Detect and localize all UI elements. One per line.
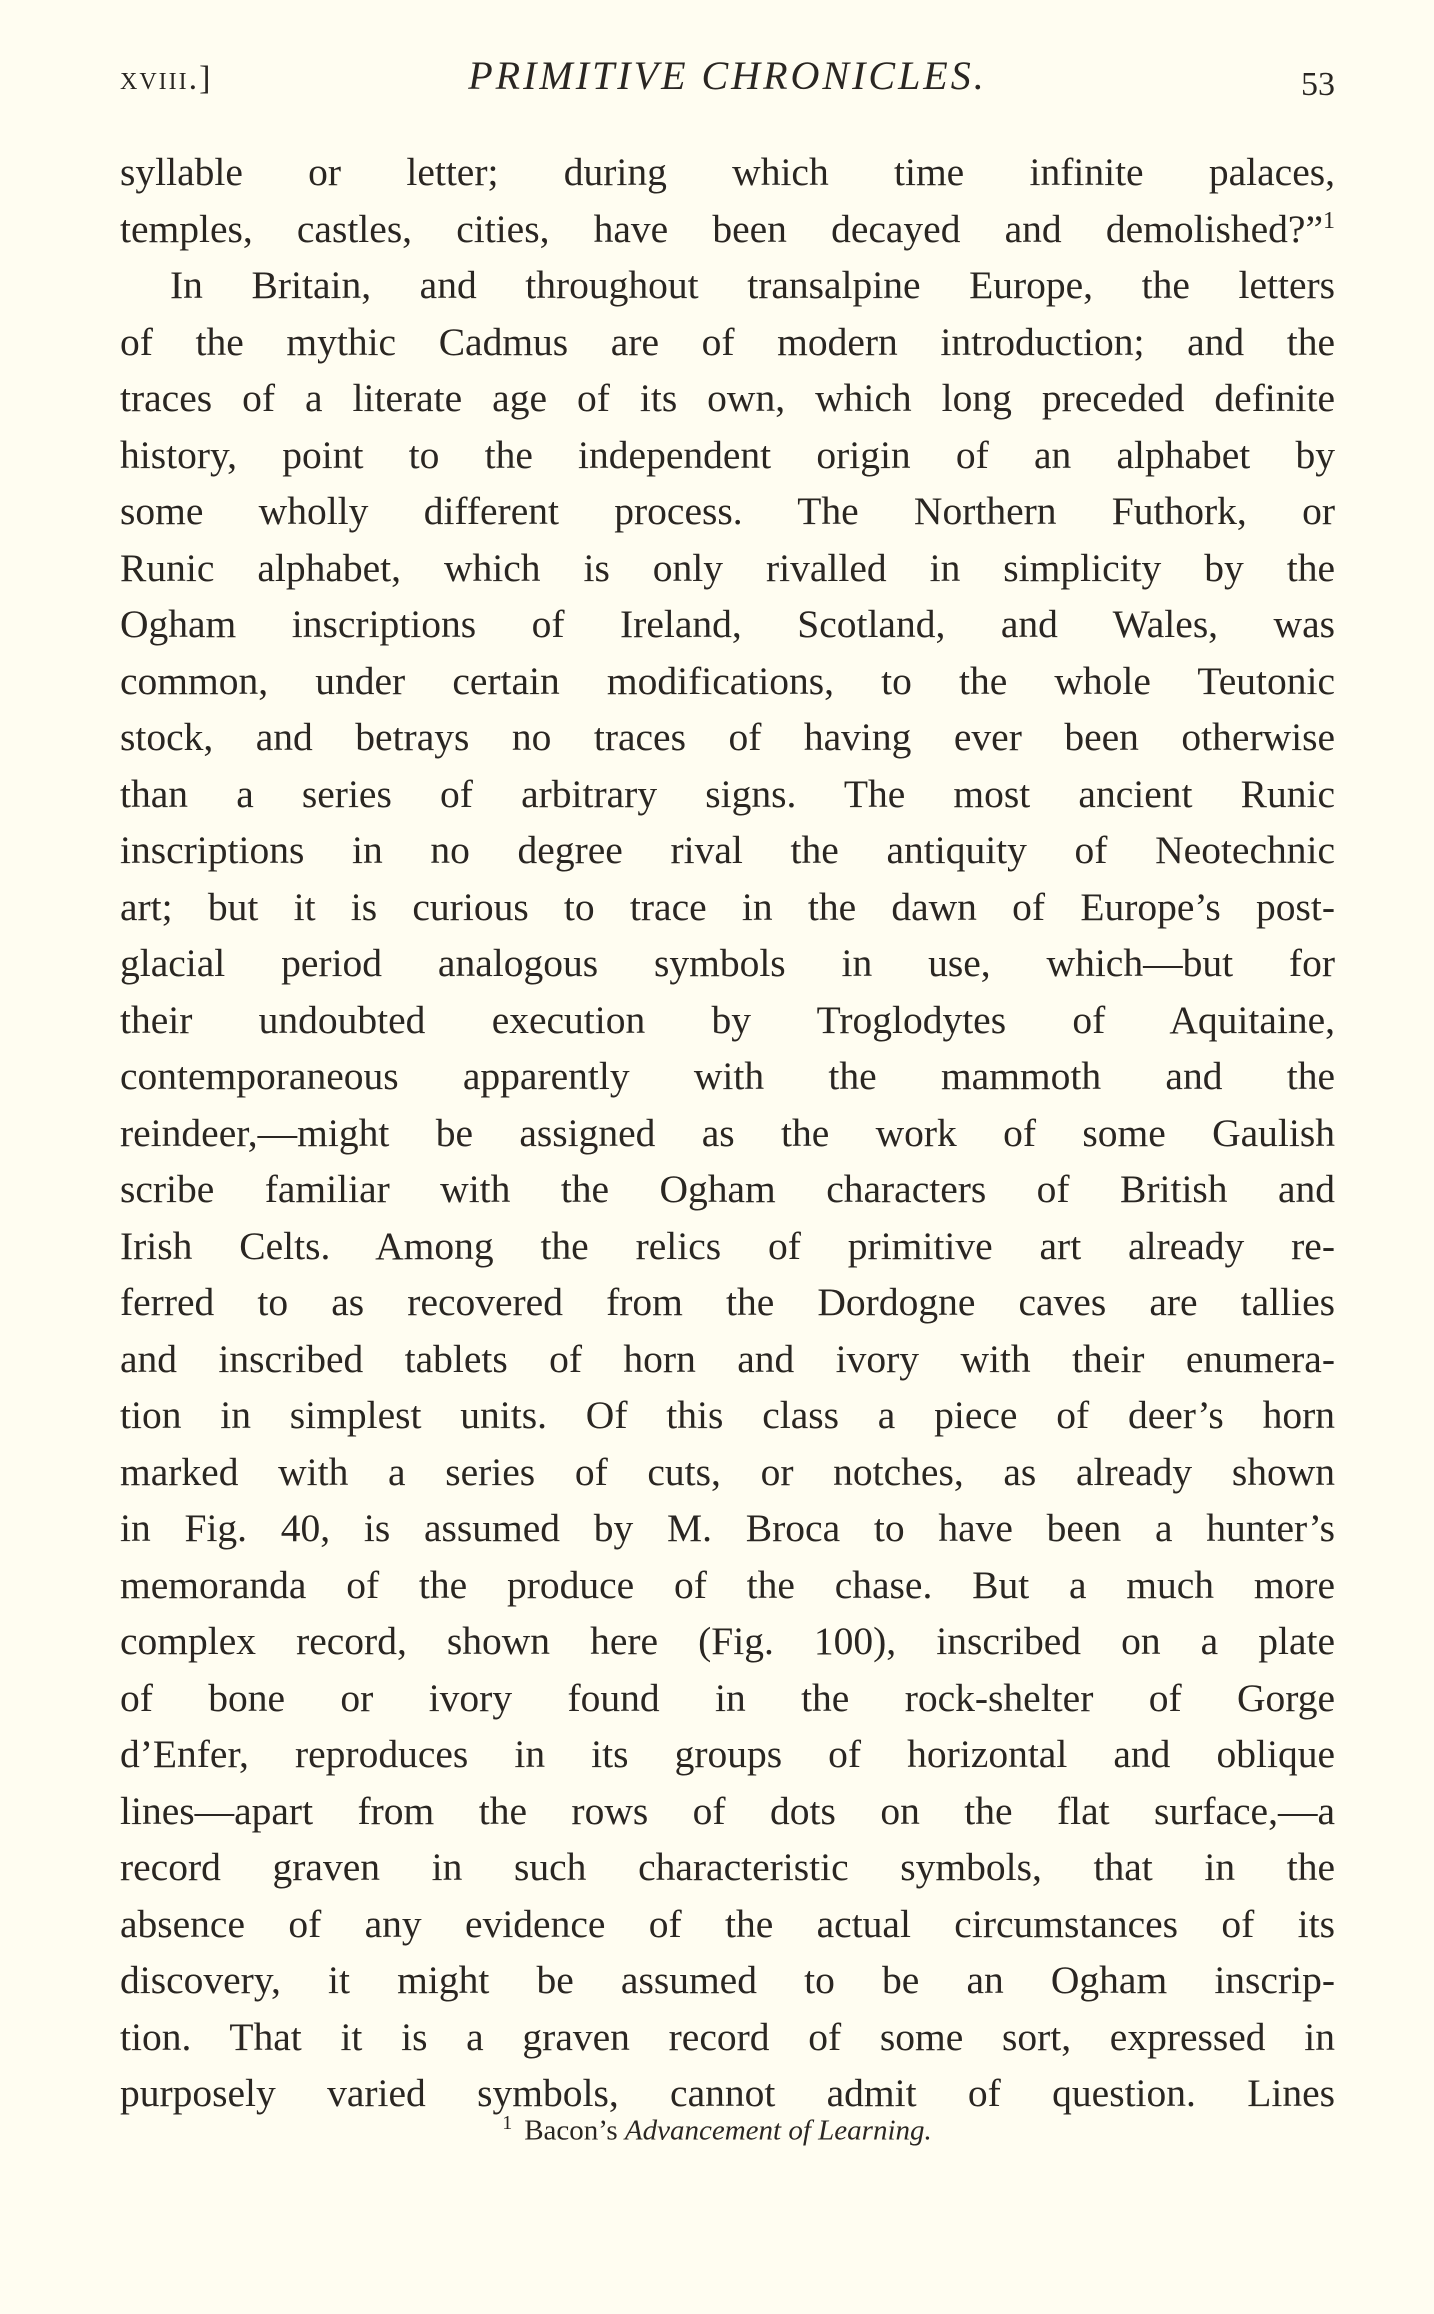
text-line: reindeer,—might be assigned as the work of some Gaulish	[120, 1110, 1335, 1155]
text-line: complex record, shown here (Fig. 100), inscribed on a plate	[120, 1619, 1335, 1663]
text-line: marked with a series of cuts, or notches, as already shown	[120, 1449, 1335, 1494]
text-line: ferred to as recovered from the Dordogne caves are tallies	[120, 1280, 1335, 1324]
text-line: Irish Celts. Among the relics of primitive art already re-	[120, 1223, 1335, 1268]
body-text	[120, 144, 1335, 2122]
running-title: PRIMITIVE CHRONICLES.	[468, 53, 987, 98]
text-line: inscriptions in no degree rival the antiquity of Neotechnic	[120, 828, 1335, 872]
text-line: record graven in such characteristic symbols, that in the	[120, 1845, 1335, 1889]
footnote-title: Advancement of Learning.	[624, 2114, 932, 2147]
text-line: of bone or ivory found in the rock-shelter of Gorge	[120, 1675, 1335, 1720]
footnote-author: Bacon’s	[524, 2114, 618, 2147]
page-number: 53	[1301, 66, 1335, 103]
text-line: in Fig. 40, is assumed by M. Broca to have been a hunter’s	[120, 1506, 1335, 1550]
text-line: discovery, it might be assumed to be an Ogham inscrip-	[120, 1958, 1335, 2002]
text-line: tion. That it is a graven record of some sort, expressed in	[120, 2014, 1335, 2059]
text-line: art; but it is curious to trace in the dawn of Europe’s post-	[120, 884, 1335, 929]
chapter-number: xviii.]	[120, 60, 213, 97]
text-line: than a series of arbitrary signs. The most ancient Runic	[120, 771, 1335, 816]
text-line: purposely varied symbols, cannot admit of question. Lines	[120, 2071, 1335, 2115]
text-line-content: temples, castles, cities, have been decayed and demolished?”	[120, 206, 1323, 251]
text-line: tion in simplest units. Of this class a piece of deer’s horn	[120, 1393, 1335, 1437]
text-line: memoranda of the produce of the chase. But a much more	[120, 1562, 1335, 1607]
text-line-with-footnote	[120, 201, 1335, 258]
text-line: traces of a literate age of its own, which long preceded definite	[120, 376, 1335, 420]
text-line: history, point to the independent origin of an alphabet by	[120, 432, 1335, 477]
text-line: syllable or letter; during which time infinite palaces,	[120, 150, 1335, 194]
footnote-marker: 1	[1323, 207, 1335, 234]
footnote-number: 1	[502, 2112, 513, 2134]
footnote	[0, 2112, 1434, 2148]
text-line: glacial period analogous symbols in use, which—but for	[120, 941, 1335, 985]
running-header	[120, 52, 1335, 112]
text-line: some wholly different process. The Northern Futhork, or	[120, 489, 1335, 533]
paragraph-start-line: In Britain, and throughout transalpine Europe, the letters	[170, 263, 1335, 307]
text-line: scribe familiar with the Ogham characters of British and	[120, 1167, 1335, 1211]
text-line: absence of any evidence of the actual circumstances of its	[120, 1901, 1335, 1946]
text-line: lines—apart from the rows of dots on the flat surface,—a	[120, 1788, 1335, 1833]
text-line: contemporaneous apparently with the mammoth and the	[120, 1054, 1335, 1098]
text-line: their undoubted execution by Troglodytes of Aquitaine,	[120, 997, 1335, 1042]
text-line: and inscribed tablets of horn and ivory with their enumera-	[120, 1336, 1335, 1381]
text-line: common, under certain modifications, to the whole Teutonic	[120, 658, 1335, 703]
text-line: Ogham inscriptions of Ireland, Scotland, and Wales, was	[120, 602, 1335, 646]
text-line: of the mythic Cadmus are of modern introduction; and the	[120, 319, 1335, 364]
text-line: stock, and betrays no traces of having ever been otherwise	[120, 715, 1335, 759]
text-line: Runic alphabet, which is only rivalled in simplicity by the	[120, 545, 1335, 590]
text-line: d’Enfer, reproduces in its groups of horizontal and oblique	[120, 1732, 1335, 1776]
